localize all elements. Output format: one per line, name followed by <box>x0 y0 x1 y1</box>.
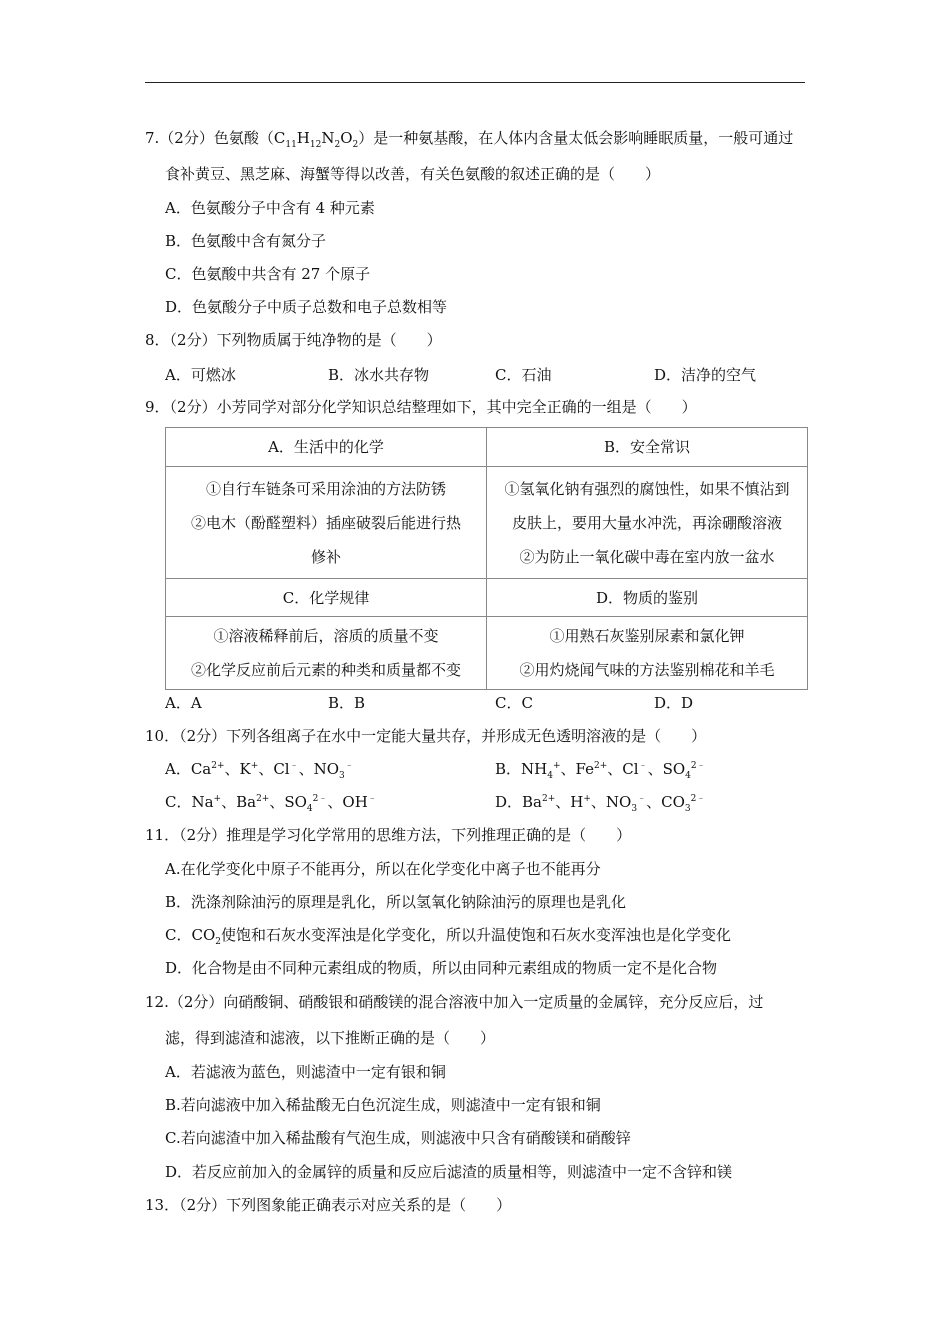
q7-option-b: B．色氨酸中含有氮分子 <box>165 232 327 250</box>
q10-c-sup4: ﹣ <box>367 794 377 804</box>
header-rule <box>145 82 805 83</box>
q9-cell-b-line2: 皮肤上，要用大量水冲洗，再涂硼酸溶液 <box>511 513 782 532</box>
q9-cell-c-line2: ②化学反应前后元素的种类和质量都不变 <box>190 661 461 679</box>
q9-cell-d-line2: ②用灼烧闻气味的方法鉴别棉花和羊毛 <box>519 661 775 679</box>
q11-c-rest: 使饱和石灰水变浑浊是化学变化，所以升温使饱和石灰水变浑浊也是化学变化 <box>221 926 732 944</box>
q8-option-a: A．可燃冰 <box>165 366 236 384</box>
q10-d-sub2: 3 <box>684 804 691 814</box>
q12-option-d: D．若反应前加入的金属锌的质量和反应后滤渣的质量相等，则滤渣中一定不含锌和镁 <box>165 1163 733 1181</box>
q10-a-sup3: ﹣ <box>289 761 299 771</box>
q11-stem: 11．（2分）推理是学习化学常用的思维方法，下列推理正确的是（ ） <box>145 826 632 844</box>
q10-b-so: 、SO <box>647 760 686 778</box>
q10-option-b <box>495 759 706 781</box>
q7-sub-h: 12 <box>309 140 322 150</box>
q7-stem-line1 <box>145 128 793 150</box>
q9-cell-a-line3: 修补 <box>310 547 341 566</box>
q9-cell-d <box>487 617 808 690</box>
q10-d-co: 、CO <box>646 793 685 811</box>
q7-o: O <box>340 129 353 147</box>
q7-option-c: C．色氨酸中共含有 27 个原子 <box>165 265 371 283</box>
q9-option-c: C．C <box>495 694 533 712</box>
q12-option-a: A．若滤液为蓝色，则滤渣中一定有银和铜 <box>165 1063 446 1081</box>
q10-b-sup1: + <box>552 761 561 771</box>
q12-option-b: B.若向滤液中加入稀盐酸无白色沉淀生成，则滤渣中一定有银和铜 <box>165 1096 601 1114</box>
q9-cell-b-line1: ①氢氧化钠有强烈的腐蚀性，如果不慎沾到 <box>504 479 790 498</box>
q9-option-d: D．D <box>654 694 694 712</box>
q7-h: H <box>296 129 310 147</box>
q12-stem-line1: 12.（2分）向硝酸铜、硝酸银和硝酸镁的混合溶液中加入一定质量的金属锌，充分反应后，过 <box>145 993 764 1011</box>
q9-cell-d-line1: ①用熟石灰鉴别尿素和氯化钾 <box>549 627 745 645</box>
q10-option-a <box>165 759 354 781</box>
q8-option-b: B．冰水共存物 <box>328 366 430 384</box>
q7-option-d: D．色氨酸分子中质子总数和电子总数相等 <box>165 298 448 316</box>
q10-c-sup2: 2+ <box>256 794 270 804</box>
q12-option-c: C.若向滤渣中加入稀盐酸有气泡生成，则滤液中只含有硝酸镁和硝酸锌 <box>165 1129 631 1147</box>
q12-stem-line2: 滤，得到滤渣和滤液，以下推断正确的是（ ） <box>165 1029 496 1047</box>
q10-d-sub1: 3 <box>631 804 638 814</box>
q10-c-sub1: 4 <box>306 804 313 814</box>
q11-option-c <box>165 925 731 947</box>
q9-knowledge-table <box>165 427 808 690</box>
q10-b-nh: B．NH <box>495 760 548 778</box>
q11-option-a: A.在化学变化中原子不能再分，所以在化学变化中离子也不能再分 <box>165 860 601 878</box>
q11-option-b: B．洗涤剂除油污的原理是乳化，所以氢氧化钠除油污的原理也是乳化 <box>165 893 627 911</box>
q9-header-b: B．安全常识 <box>487 428 808 467</box>
q10-a-no: 、NO <box>298 760 340 778</box>
q7-prefix: 7.（2分）色氨酸（C <box>145 129 286 147</box>
q10-a-sup1: 2+ <box>211 761 225 771</box>
q10-a-ca: A．Ca <box>165 760 212 778</box>
q7-option-a: A．色氨酸分子中含有 4 种元素 <box>165 199 375 217</box>
q10-d-no: 、NO <box>590 793 632 811</box>
q8-option-d: D．洁净的空气 <box>654 366 757 384</box>
q10-b-fe: 、Fe <box>560 760 594 778</box>
q10-b-sub2: 4 <box>685 771 691 781</box>
q7-rest: ）是一种氨基酸，在人体内含量太低会影响睡眠质量，一般可通过 <box>358 129 794 147</box>
q10-option-c <box>165 792 377 814</box>
q10-c-sup1: + <box>213 794 222 804</box>
q10-b-sup3: ﹣ <box>638 761 648 771</box>
q10-b-sub1: 4 <box>547 771 553 781</box>
q10-d-sup3: ﹣ <box>637 794 647 804</box>
q9-stem: 9．（2分）小芳同学对部分化学知识总结整理如下，其中完全正确的一组是（ ） <box>145 398 697 416</box>
q10-a-sub1: 3 <box>339 771 345 781</box>
q9-header-c: C．化学规律 <box>166 579 487 617</box>
q9-cell-b-line3: ②为防止一氧化碳中毒在室内放一盆水 <box>519 547 775 566</box>
q10-d-sup4: 2﹣ <box>690 794 706 804</box>
q10-b-sup4: 2﹣ <box>690 761 706 771</box>
q11-c-co: C．CO <box>165 926 216 944</box>
q10-c-na: C．Na <box>165 793 214 811</box>
q7-sub-n: 2 <box>334 140 341 150</box>
q10-d-ba: D．Ba <box>495 793 542 811</box>
q10-c-oh: 、OH <box>327 793 368 811</box>
q10-a-sup2: + <box>250 761 259 771</box>
q10-d-sup1: 2+ <box>542 794 556 804</box>
q9-cell-c-line1: ①溶液稀释前后，溶质的质量不变 <box>213 627 439 645</box>
q9-cell-a-line1: ①自行车链条可采用涂油的方法防锈 <box>205 479 446 498</box>
q7-n: N <box>321 129 335 147</box>
q9-cell-c <box>166 617 487 690</box>
q8-stem: 8．（2分）下列物质属于纯净物的是（ ） <box>145 331 442 349</box>
q10-c-so: 、SO <box>269 793 307 811</box>
q8-option-c: C．石油 <box>495 366 552 384</box>
q10-b-sup2: 2+ <box>593 761 608 771</box>
q10-c-sup3: 2﹣ <box>312 794 328 804</box>
q7-sub-o: 2 <box>352 140 359 150</box>
q7-sub-c: 11 <box>285 140 297 150</box>
q10-d-h: 、H <box>555 793 584 811</box>
q13-stem: 13．（2分）下列图象能正确表示对应关系的是（ ） <box>145 1196 512 1214</box>
q11-c-sub: 2 <box>215 937 221 947</box>
q10-b-cl: 、Cl <box>607 760 639 778</box>
q10-stem: 10．（2分）下列各组离子在水中一定能大量共存，并形成无色透明溶液的是（ ） <box>145 727 707 745</box>
q9-header-a: A．生活中的化学 <box>166 428 487 467</box>
q9-header-d: D．物质的鉴别 <box>487 579 808 617</box>
q9-option-b: B．B <box>328 694 366 712</box>
q10-d-sup2: + <box>583 794 591 804</box>
q9-cell-a-line2: ②电木（酚醛塑料）插座破裂后能进行热 <box>190 513 461 532</box>
q10-a-cl: 、Cl <box>258 760 290 778</box>
q10-c-ba: 、Ba <box>221 793 257 811</box>
q9-option-a: A．A <box>165 694 202 712</box>
q10-a-sup4: ﹣ <box>344 761 354 771</box>
q11-option-d: D．化合物是由不同种元素组成的物质，所以由同种元素组成的物质一定不是化合物 <box>165 959 718 977</box>
q7-stem-line2: 食补黄豆、黑芝麻、海蟹等得以改善，有关色氨酸的叙述正确的是（ ） <box>165 165 661 183</box>
q9-cell-a <box>166 467 487 579</box>
q10-option-d <box>495 792 705 814</box>
q9-cell-b <box>487 467 808 579</box>
q10-a-k: 、K <box>224 760 251 778</box>
